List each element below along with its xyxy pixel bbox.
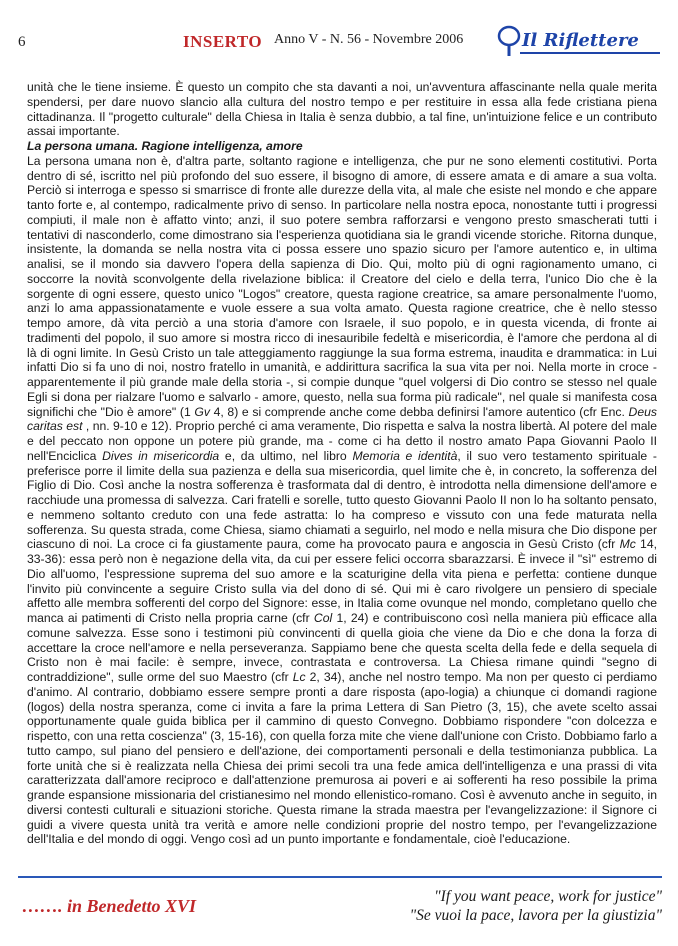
footer-divider: [18, 876, 662, 878]
masthead-underline: [520, 52, 660, 54]
section-label: INSERTO: [183, 32, 263, 51]
page-number: 6: [18, 34, 26, 50]
text-run: 4, 8) e si comprende anche come debba definirsi l'amore autentico (cfr Enc.: [209, 404, 629, 419]
text-run: , nn. 9-10 e 12). Proprio perché ci ama veramente, Dio rispetta e salva la nostra libertà. Al potere del male e del peccato non oppone un potere più grande, ma - come ci ha detto il nostro amato Papa Giovanni Paolo II nell'Enciclica: [27, 419, 657, 463]
citation-italic: Deus caritas est: [27, 404, 657, 434]
footer-series-title: ……. in Benedetto XVI: [22, 896, 197, 916]
citation-italic: Memoria e identità: [352, 448, 458, 463]
citation-italic: Col: [313, 611, 333, 625]
page-header: [0, 0, 678, 70]
section-heading: La persona umana. Ragione intelligenza, amore: [27, 139, 303, 153]
article-paragraph-main: [27, 154, 657, 847]
article-body: [27, 80, 657, 855]
article-paragraph-intro: unità che le tiene insieme. È questo un compito che sta davanti a noi, un'avventura affascinante nella quale merita spendersi, per dare nuovo slancio alla cultura del nostro tempo e per restituire in essa alla fede cristiana piena cittadinanza. Il "progetto culturale" della Chiesa in Italia è senza dubbio, a tal fine, un'intuizione felice e un contributo assai importante.: [27, 80, 657, 139]
text-run: 1, 24) e contribuiscono così nella maniera più efficace alla comune salvezza. Esse sono i testimoni più convincenti di quella gioia che viene da Dio e che dona la forza di accettare la croce nell'amore e nella perseveranza. Sappiamo bene che questa scelta della fede e della sequela di Cristo non è mai facile: è sempre, invece, contrastata e controversa. La Chiesa rimane quindi "segno di contraddizione", sulle orme del suo Maestro (cfr: [27, 611, 657, 684]
footer-quote-english: "If you want peace, work for justice": [434, 888, 662, 905]
citation-italic: Gv: [194, 404, 210, 419]
issue-info: Anno V - N. 56 - Novembre 2006: [274, 32, 464, 47]
masthead-title: Il Riflettere: [522, 30, 639, 51]
text-run: 14, 33-36): essa però non è negazione della vita, da cui per essere felici occorra sbarazzarsi. È invece il "sì" estremo di Dio all'uomo, l'espressione suprema del suo amore e la scaturigine della vita piena e perfetta: contiene dunque l'invito più convincente a seguire Cristo sulla via del dono di sé. Qui mi è caro rivolgere un pensiero di speciale affetto alle membra sofferenti del corpo del Signore: esse, in Italia come ovunque nel mondo, completano quello che manca ai patimenti di Cristo nella propria carne (cfr: [27, 537, 657, 625]
text-run: 2, 34), anche nel nostro tempo. Ma non per questo ci perdiamo d'animo. Al contrario, dobbiamo essere sempre pronti a dare risposta (apo-logia) a chiunque ci domandi ragione (logos) della nostra speranza, come ci invita a fare la prima Lettera di San Pietro (3, 15), che avete scelto assai opportunamente quale guida biblica per il cammino di questo Convegno. Dobbiamo rispondere "con dolcezza e rispetto, con una retta coscienza" (3, 15-16), con quella forza mite che viene dall'unione con Cristo. Dobbiamo farlo a tutto campo, sul piano del pensiero e dell'azione, dei comportamenti personali e della testimonianza pubblica. La forte unità che si è realizzata nella Chiesa dei primi secoli tra una fede amica dell'intelligenza e una prassi di vita caratterizzata dall'amore reciproco e dall'attenzione premurosa ai poveri e ai sofferenti ha reso possibile la prima grande espansione missionaria del cristianesimo nel mondo ellenistico-romano. Così è avvenuto anche in seguito, in diversi contesti culturali e situazioni storiche. Questa rimane la strada maestra per l'evangelizzazione: il Signore ci guidi a vivere questa unità tra verità e amore nelle condizioni proprie del nostro tempo, per l'evangelizzazione dell'Italia e del mondo di oggi. Vengo così ad un punto importante e fondamentale, cioè l'educazione.: [27, 670, 657, 847]
citation-italic: Lc: [292, 670, 306, 684]
footer-quotes: [410, 887, 662, 925]
footer-quote-italian: "Se vuoi la pace, lavora per la giustizia": [409, 907, 662, 924]
citation-italic: Mc: [619, 537, 636, 552]
masthead: [496, 24, 666, 58]
text-run: , il suo vero testamento spirituale - preferisce porre il limite della sua pazienza e della sua misericordia, quel limite che è, in concreto, la sofferenza del Figlio di Dio. Così anche la nostra sofferenza è trasformata dal di dentro, è introdotta nella dimensione dell'amore e racchiude una promessa di salvezza. Cari fratelli e sorelle, tutto questo Giovanni Paolo II non lo ha soltanto pensato, e nemmeno soltanto creduto con una fede astratta: lo ha compreso e vissuto con una fede maturata nella sofferenza. Su questa strada, come Chiesa, siamo chiamati a seguirlo, nel modo e nella misura che Dio dispone per ciascuno di noi. La croce ci fa giustamente paura, come ha provocato paura e angoscia in Gesù Cristo (cfr: [27, 448, 657, 552]
citation-italic: Dives in misericordia: [102, 448, 220, 463]
text-run: e, da ultimo, nel libro: [219, 448, 353, 463]
text-run: La persona umana non è, d'altra parte, soltanto ragione e intelligenza, che pur ne sono elementi costitutivi. Porta dentro di sé, iscritto nel più profondo del suo essere, il bisogno di amore, di essere amata e di amare a sua volta. Perciò si interroga e spesso si smarrisce di fronte alle durezze della vita, al male che esiste nel mondo e che appare tanto forte e, al contempo, radicalmente privo di senso. In particolare nella nostra epoca, nonostante tutti i progressi compiuti, il male non è affatto vinto; anzi, il suo potere sembra rafforzarsi e vengono presto smascherati tutti i tentativi di nasconderlo, come dimostrano sia l'esperienza quotidiana sia le grandi vicende storiche. Ritorna dunque, insistente, la domanda se nella nostra vita ci possa essere uno spazio sicuro per l'amore autentico e, in ultima analisi, se il mondo sia davvero l'opera della sapienza di Dio. Qui, molto più di ogni ragionamento umano, ci soccorre la novità sconvolgente della rivelazione biblica: il Creatore del cielo e della terra, l'unico Dio che è la sorgente di ogni essere, questo unico "Logos" creatore, questa ragione creatrice, sa amare personalmente l'uomo, anzi lo ama appassionatamente e vuole essere a sua volta amato. Questa ragione creatrice, che è nello stesso tempo amore, dà vita perciò a una storia d'amore con Israele, il suo popolo, e in questa vicenda, di fronte ai tradimenti del popolo, il suo amore si mostra ricco di inesauribile fedeltà e misericordia, è l'amore che perdona al di là di ogni limite. In Gesù Cristo un tale atteggiamento raggiunge la sua forma estrema, inaudita e drammatica: in Lui infatti Dio si fa uno di noi, nostro fratello in umanità, e addirittura sacrifica la sua vita per noi. Nella morte in croce - apparentemente il più grande male della storia -, si compie dunque "quel volgersi di Dio contro se stesso nel quale Egli si dona per rialzare l'uomo e salvarlo - amore, questo, nella sua forma più radicale", nel quale si manifesta cosa significhi che "Dio è amore" (1: [27, 153, 657, 419]
